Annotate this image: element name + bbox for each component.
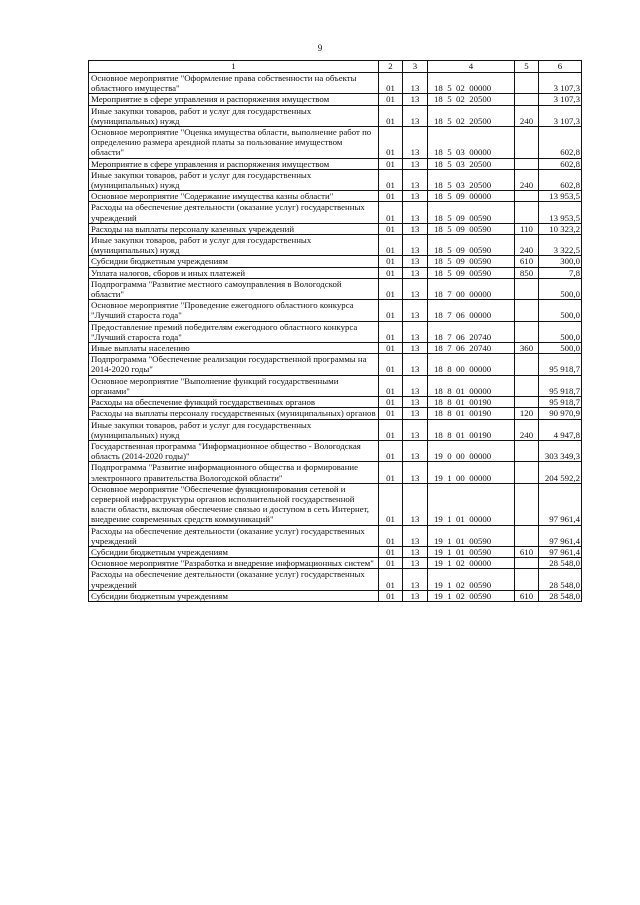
row-name: Иные закупки товаров, работ и услуг для государственных (муниципальных) нужд — [89, 105, 379, 126]
table-row — [89, 169, 582, 190]
amount: 28 548,0 — [539, 590, 582, 601]
section-code: 01 — [379, 343, 403, 354]
subsection-code: 13 — [403, 169, 428, 190]
section-code: 01 — [379, 191, 403, 202]
section-code: 01 — [379, 223, 403, 234]
amount: 3 107,3 — [539, 94, 582, 105]
row-name: Расходы на обеспечение деятельности (оказание услуг) государственных учреждений — [89, 202, 379, 223]
subsection-code: 13 — [403, 440, 428, 461]
table-row — [89, 105, 582, 126]
section-code: 01 — [379, 569, 403, 590]
table-row — [89, 375, 582, 396]
subsection-code: 13 — [403, 397, 428, 408]
amount: 602,8 — [539, 158, 582, 169]
target-article-code: 18 7 00 00000 — [428, 278, 515, 299]
expense-type-code: 240 — [515, 169, 539, 190]
target-article-code: 18 5 03 20500 — [428, 158, 515, 169]
row-name: Расходы на обеспечение деятельности (оказание услуг) государственных учреждений — [89, 525, 379, 546]
table-row — [89, 483, 582, 525]
table-row — [89, 462, 582, 483]
subsection-code: 13 — [403, 321, 428, 342]
row-name: Основное мероприятие "Оценка имущества области, выполнение работ по определению размера арендной платы за пользование имуществом области" — [89, 127, 379, 159]
target-article-code: 19 1 02 00590 — [428, 569, 515, 590]
section-code: 01 — [379, 440, 403, 461]
amount: 500,0 — [539, 321, 582, 342]
section-code: 01 — [379, 267, 403, 278]
table-row — [89, 354, 582, 375]
amount: 500,0 — [539, 300, 582, 321]
table-row — [89, 278, 582, 299]
row-name: Субсидии бюджетным учреждениям — [89, 256, 379, 267]
amount: 90 970,9 — [539, 408, 582, 419]
expense-type-code: 360 — [515, 343, 539, 354]
table-row — [89, 127, 582, 159]
subsection-code: 13 — [403, 525, 428, 546]
target-article-code: 18 8 00 00000 — [428, 354, 515, 375]
section-code: 01 — [379, 546, 403, 557]
row-name: Иные выплаты населению — [89, 343, 379, 354]
table-row — [89, 525, 582, 546]
row-name: Подпрограмма "Развитие местного самоуправления в Вологодской области" — [89, 278, 379, 299]
expense-type-code — [515, 558, 539, 569]
expense-type-code: 610 — [515, 546, 539, 557]
subsection-code: 13 — [403, 558, 428, 569]
expense-type-code — [515, 440, 539, 461]
row-name: Субсидии бюджетным учреждениям — [89, 590, 379, 601]
row-name: Подпрограмма "Развитие информационного общества и формирование электронного правительства Вологодской области" — [89, 462, 379, 483]
row-name: Основное мероприятие "Оформление права собственности на объекты областного имущества" — [89, 73, 379, 94]
table-row — [89, 321, 582, 342]
subsection-code: 13 — [403, 191, 428, 202]
amount: 95 918,7 — [539, 397, 582, 408]
amount: 28 548,0 — [539, 558, 582, 569]
subsection-code: 13 — [403, 546, 428, 557]
section-code: 01 — [379, 462, 403, 483]
subsection-code: 13 — [403, 73, 428, 94]
subsection-code: 13 — [403, 343, 428, 354]
section-code: 01 — [379, 408, 403, 419]
target-article-code: 18 5 03 20500 — [428, 169, 515, 190]
section-code: 01 — [379, 321, 403, 342]
expense-type-code: 850 — [515, 267, 539, 278]
target-article-code: 18 5 09 00590 — [428, 256, 515, 267]
subsection-code: 13 — [403, 94, 428, 105]
target-article-code: 19 1 02 00000 — [428, 558, 515, 569]
budget-table — [88, 60, 582, 602]
expense-type-code — [515, 127, 539, 159]
row-name: Расходы на выплаты персоналу государственных (муниципальных) органов — [89, 408, 379, 419]
table-row — [89, 419, 582, 440]
expense-type-code — [515, 483, 539, 525]
target-article-code: 18 5 02 00000 — [428, 73, 515, 94]
subsection-code: 13 — [403, 300, 428, 321]
target-article-code: 18 7 06 20740 — [428, 343, 515, 354]
subsection-code: 13 — [403, 590, 428, 601]
row-name: Основное мероприятие "Разработка и внедрение информационных систем" — [89, 558, 379, 569]
target-article-code: 19 1 01 00590 — [428, 546, 515, 557]
col-header-subsection: 3 — [403, 61, 428, 73]
subsection-code: 13 — [403, 127, 428, 159]
table-row — [89, 408, 582, 419]
expense-type-code: 610 — [515, 256, 539, 267]
section-code: 01 — [379, 235, 403, 256]
table-row — [89, 590, 582, 601]
section-code: 01 — [379, 525, 403, 546]
expense-type-code — [515, 278, 539, 299]
amount: 4 947,8 — [539, 419, 582, 440]
amount: 303 349,3 — [539, 440, 582, 461]
table-row — [89, 73, 582, 94]
section-code: 01 — [379, 73, 403, 94]
amount: 3 322,5 — [539, 235, 582, 256]
section-code: 01 — [379, 558, 403, 569]
amount: 602,8 — [539, 169, 582, 190]
section-code: 01 — [379, 105, 403, 126]
target-article-code: 18 7 06 20740 — [428, 321, 515, 342]
amount: 95 918,7 — [539, 354, 582, 375]
amount: 7,8 — [539, 267, 582, 278]
section-code: 01 — [379, 94, 403, 105]
target-article-code: 19 1 01 00590 — [428, 525, 515, 546]
row-name: Расходы на обеспечение функций государственных органов — [89, 397, 379, 408]
row-name: Иные закупки товаров, работ и услуг для государственных (муниципальных) нужд — [89, 169, 379, 190]
expense-type-code — [515, 191, 539, 202]
subsection-code: 13 — [403, 202, 428, 223]
subsection-code: 13 — [403, 278, 428, 299]
row-name: Иные закупки товаров, работ и услуг для государственных (муниципальных) нужд — [89, 235, 379, 256]
subsection-code: 13 — [403, 375, 428, 396]
expense-type-code — [515, 300, 539, 321]
expense-type-code — [515, 73, 539, 94]
amount: 28 548,0 — [539, 569, 582, 590]
row-name: Иные закупки товаров, работ и услуг для государственных (муниципальных) нужд — [89, 419, 379, 440]
section-code: 01 — [379, 202, 403, 223]
header-row — [89, 61, 582, 73]
expense-type-code — [515, 525, 539, 546]
section-code: 01 — [379, 256, 403, 267]
amount: 13 953,5 — [539, 202, 582, 223]
target-article-code: 19 1 01 00000 — [428, 483, 515, 525]
amount: 500,0 — [539, 343, 582, 354]
table-row — [89, 569, 582, 590]
subsection-code: 13 — [403, 419, 428, 440]
target-article-code: 18 5 02 20500 — [428, 105, 515, 126]
col-header-expense-type: 5 — [515, 61, 539, 73]
subsection-code: 13 — [403, 158, 428, 169]
expense-type-code — [515, 354, 539, 375]
subsection-code: 13 — [403, 267, 428, 278]
amount: 204 592,2 — [539, 462, 582, 483]
subsection-code: 13 — [403, 483, 428, 525]
target-article-code: 18 5 09 00590 — [428, 202, 515, 223]
amount: 97 961,4 — [539, 525, 582, 546]
row-name: Расходы на обеспечение деятельности (оказание услуг) государственных учреждений — [89, 569, 379, 590]
table-row — [89, 191, 582, 202]
expense-type-code: 240 — [515, 235, 539, 256]
col-header-name: 1 — [89, 61, 379, 73]
amount: 300,0 — [539, 256, 582, 267]
table-row — [89, 300, 582, 321]
subsection-code: 13 — [403, 256, 428, 267]
row-name: Подпрограмма "Обеспечение реализации государственной программы на 2014-2020 годы" — [89, 354, 379, 375]
page-number: 9 — [317, 43, 323, 53]
target-article-code: 18 8 01 00190 — [428, 419, 515, 440]
section-code: 01 — [379, 354, 403, 375]
section-code: 01 — [379, 397, 403, 408]
row-name: Мероприятие в сфере управления и распоряжения имуществом — [89, 158, 379, 169]
expense-type-code — [515, 397, 539, 408]
amount: 3 107,3 — [539, 105, 582, 126]
expense-type-code — [515, 94, 539, 105]
expense-type-code: 240 — [515, 419, 539, 440]
table-body — [89, 73, 582, 602]
expense-type-code: 120 — [515, 408, 539, 419]
subsection-code: 13 — [403, 235, 428, 256]
table-row — [89, 267, 582, 278]
col-header-section: 2 — [379, 61, 403, 73]
section-code: 01 — [379, 483, 403, 525]
row-name: Основное мероприятие "Обеспечение функционирования сетевой и серверной инфраструктуры органов исполнительной государственной власти области, включая обеспечение связью и доступом в сеть Интернет, внедрение современных средств коммуникаций" — [89, 483, 379, 525]
expense-type-code: 240 — [515, 105, 539, 126]
row-name: Предоставление премий победителям ежегодного областного конкурса "Лучший староста года" — [89, 321, 379, 342]
row-name: Основное мероприятие "Содержание имущества казны области" — [89, 191, 379, 202]
subsection-code: 13 — [403, 462, 428, 483]
target-article-code: 19 1 02 00590 — [428, 590, 515, 601]
subsection-code: 13 — [403, 223, 428, 234]
amount: 97 961,4 — [539, 483, 582, 525]
row-name: Основное мероприятие "Выполнение функций государственными органами" — [89, 375, 379, 396]
amount: 13 953,5 — [539, 191, 582, 202]
amount: 95 918,7 — [539, 375, 582, 396]
section-code: 01 — [379, 590, 403, 601]
target-article-code: 18 5 03 00000 — [428, 127, 515, 159]
col-header-target-code: 4 — [428, 61, 515, 73]
table-row — [89, 158, 582, 169]
subsection-code: 13 — [403, 354, 428, 375]
table-row — [89, 343, 582, 354]
section-code: 01 — [379, 300, 403, 321]
row-name: Основное мероприятие "Проведение ежегодного областного конкурса "Лучший староста года" — [89, 300, 379, 321]
target-article-code: 18 5 09 00000 — [428, 191, 515, 202]
section-code: 01 — [379, 419, 403, 440]
section-code: 01 — [379, 169, 403, 190]
section-code: 01 — [379, 278, 403, 299]
target-article-code: 18 5 09 00590 — [428, 267, 515, 278]
subsection-code: 13 — [403, 569, 428, 590]
subsection-code: 13 — [403, 105, 428, 126]
section-code: 01 — [379, 127, 403, 159]
expense-type-code — [515, 569, 539, 590]
section-code: 01 — [379, 375, 403, 396]
target-article-code: 18 5 09 00590 — [428, 223, 515, 234]
table-row — [89, 256, 582, 267]
table-row — [89, 223, 582, 234]
expense-type-code — [515, 375, 539, 396]
col-header-amount: 6 — [539, 61, 582, 73]
target-article-code: 18 8 01 00190 — [428, 408, 515, 419]
expense-type-code: 610 — [515, 590, 539, 601]
table-row — [89, 94, 582, 105]
subsection-code: 13 — [403, 408, 428, 419]
expense-type-code — [515, 462, 539, 483]
row-name: Мероприятие в сфере управления и распоряжения имуществом — [89, 94, 379, 105]
row-name: Расходы на выплаты персоналу казенных учреждений — [89, 223, 379, 234]
table-row — [89, 440, 582, 461]
table-row — [89, 546, 582, 557]
target-article-code: 18 5 09 00590 — [428, 235, 515, 256]
row-name: Субсидии бюджетным учреждениям — [89, 546, 379, 557]
amount: 10 323,2 — [539, 223, 582, 234]
target-article-code: 18 7 06 00000 — [428, 300, 515, 321]
target-article-code: 19 0 00 00000 — [428, 440, 515, 461]
table-row — [89, 397, 582, 408]
target-article-code: 18 5 02 20500 — [428, 94, 515, 105]
table-row — [89, 558, 582, 569]
target-article-code: 18 8 01 00190 — [428, 397, 515, 408]
row-name: Уплата налогов, сборов и иных платежей — [89, 267, 379, 278]
amount: 602,8 — [539, 127, 582, 159]
row-name: Государственная программа "Информационное общество - Вологодская область (2014-2020 годы)" — [89, 440, 379, 461]
amount: 500,0 — [539, 278, 582, 299]
expense-type-code — [515, 321, 539, 342]
amount: 97 961,4 — [539, 546, 582, 557]
table-row — [89, 235, 582, 256]
expense-type-code — [515, 202, 539, 223]
section-code: 01 — [379, 158, 403, 169]
target-article-code: 18 8 01 00000 — [428, 375, 515, 396]
table-row — [89, 202, 582, 223]
expense-type-code: 110 — [515, 223, 539, 234]
target-article-code: 19 1 00 00000 — [428, 462, 515, 483]
expense-type-code — [515, 158, 539, 169]
amount: 3 107,3 — [539, 73, 582, 94]
